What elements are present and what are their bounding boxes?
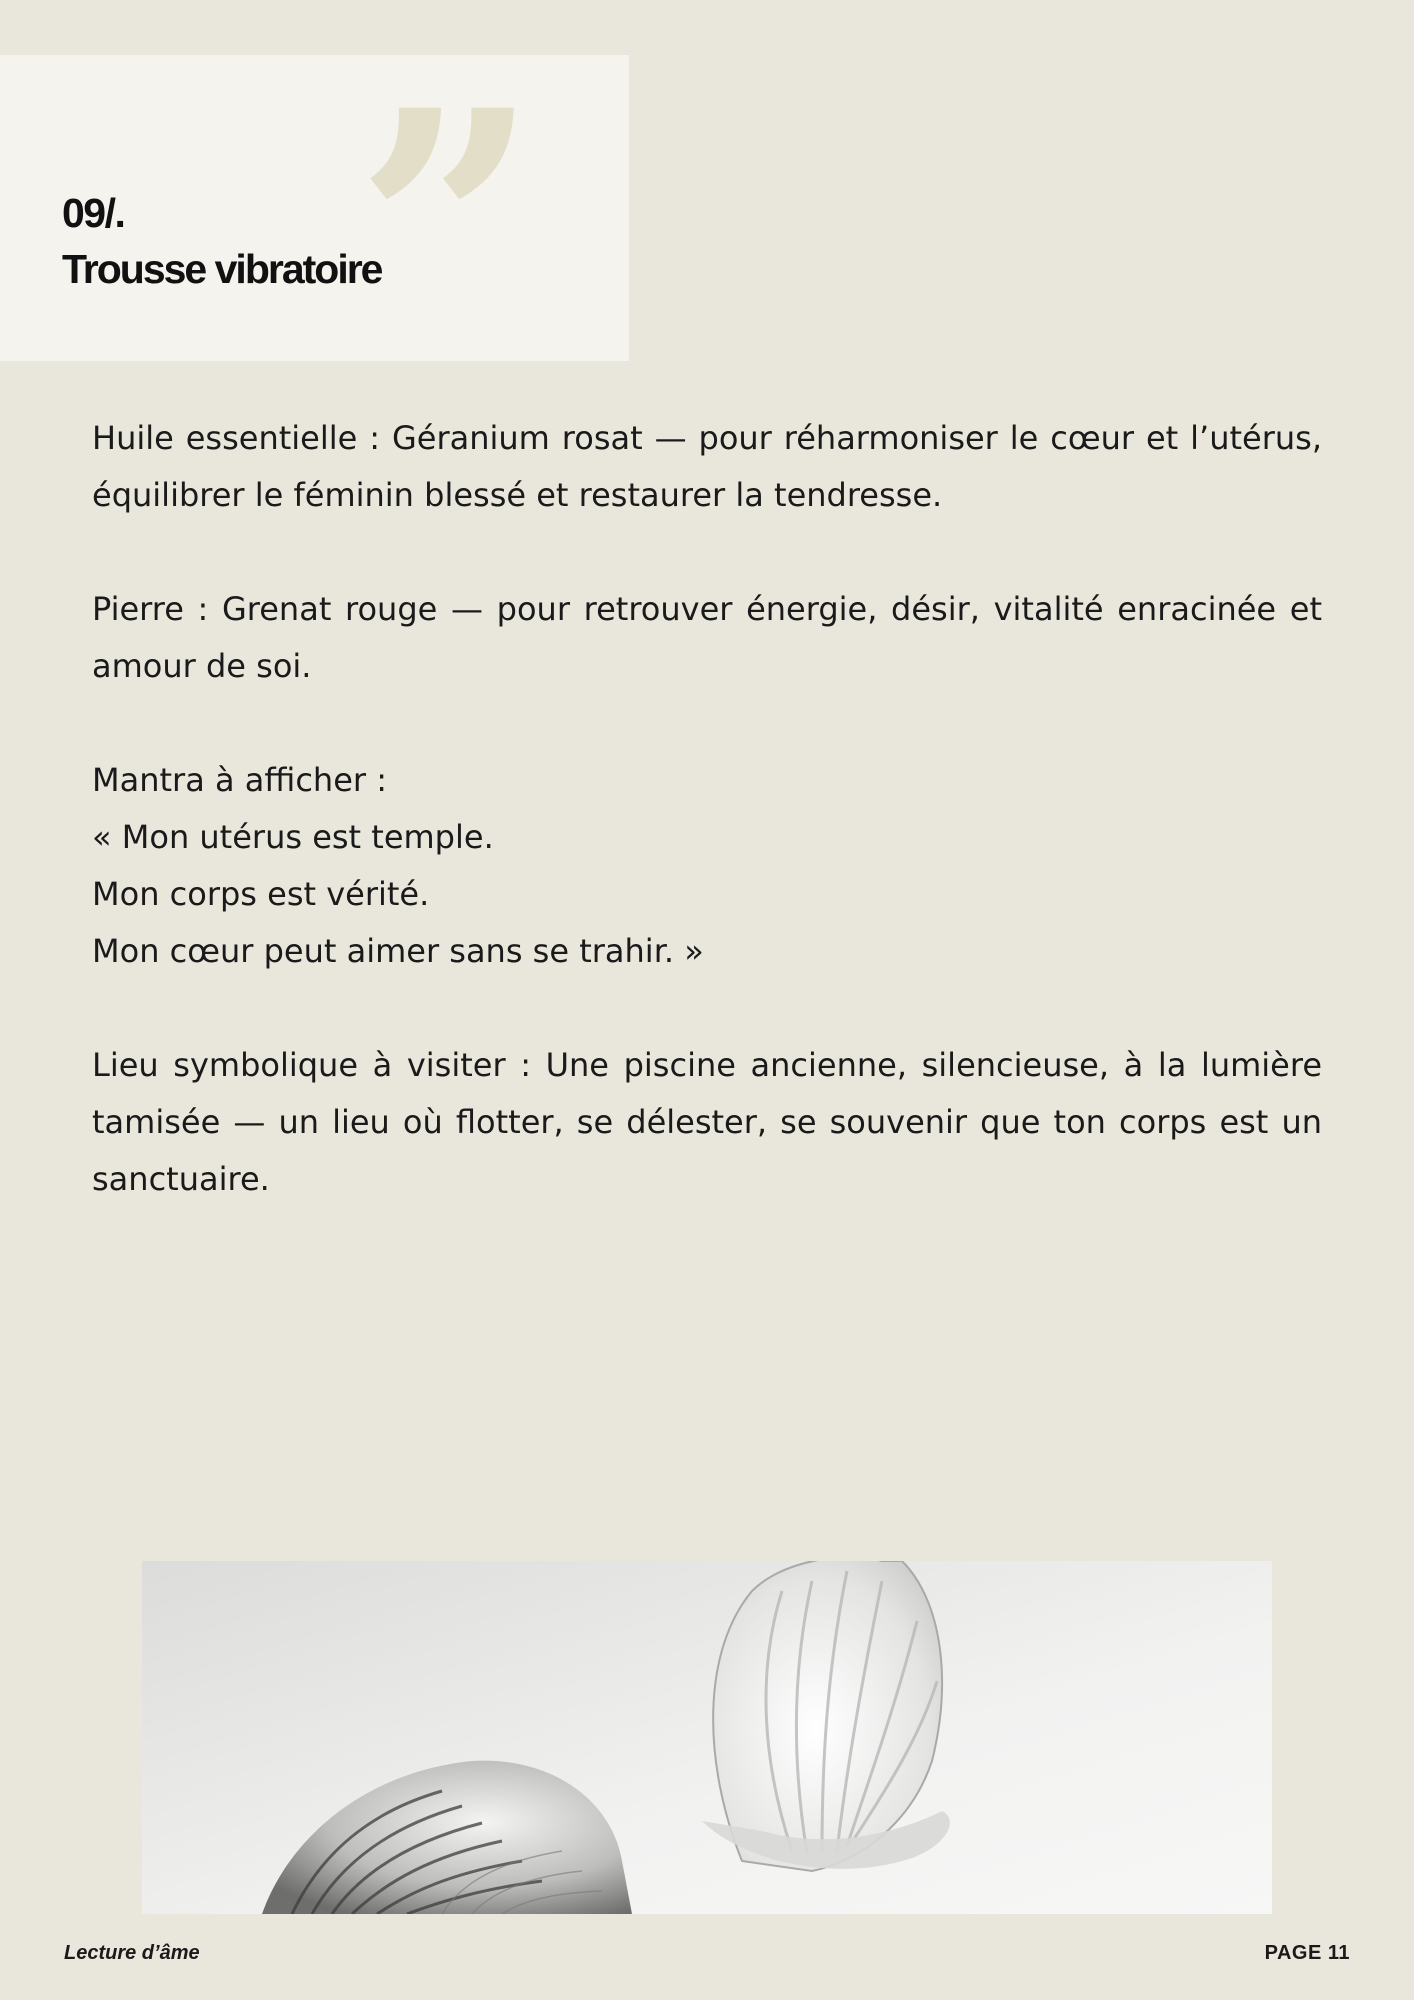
footer-page-number: PAGE 11 [1264, 1942, 1350, 1964]
quote-mark-icon: ” [355, 42, 520, 417]
section-number: 09/. [62, 190, 125, 236]
paragraph-stone: Pierre : Grenat rouge — pour retrouver énergie, désir, vitalité enracinée et amour de soi. [92, 590, 1322, 685]
mantra-intro: Mantra à afficher : [92, 761, 387, 799]
footer-book-title: Lecture d’âme [64, 1942, 200, 1964]
paragraph-place: Lieu symbolique à visiter : Une piscine ancienne, silencieuse, à la lumière tamisée — un lieu où flotter, se délester, se souvenir que ton corps est un sanctuaire. [92, 1046, 1322, 1198]
section-title: Trousse vibratoire [62, 246, 382, 292]
seashell-illustration [142, 1561, 1272, 1914]
mantra-line: Mon corps est vérité. [92, 875, 430, 913]
mantra-block [92, 752, 1322, 980]
body-text [92, 410, 1322, 1265]
paragraph-essential-oil: Huile essentielle : Géranium rosat — pour réharmoniser le cœur et l’utérus, équilibrer le féminin blessé et restaurer la tendresse. [92, 419, 1322, 514]
seashell-photo [142, 1561, 1272, 1914]
mantra-line: « Mon utérus est temple. [92, 818, 494, 856]
mantra-line: Mon cœur peut aimer sans se trahir. » [92, 932, 704, 970]
